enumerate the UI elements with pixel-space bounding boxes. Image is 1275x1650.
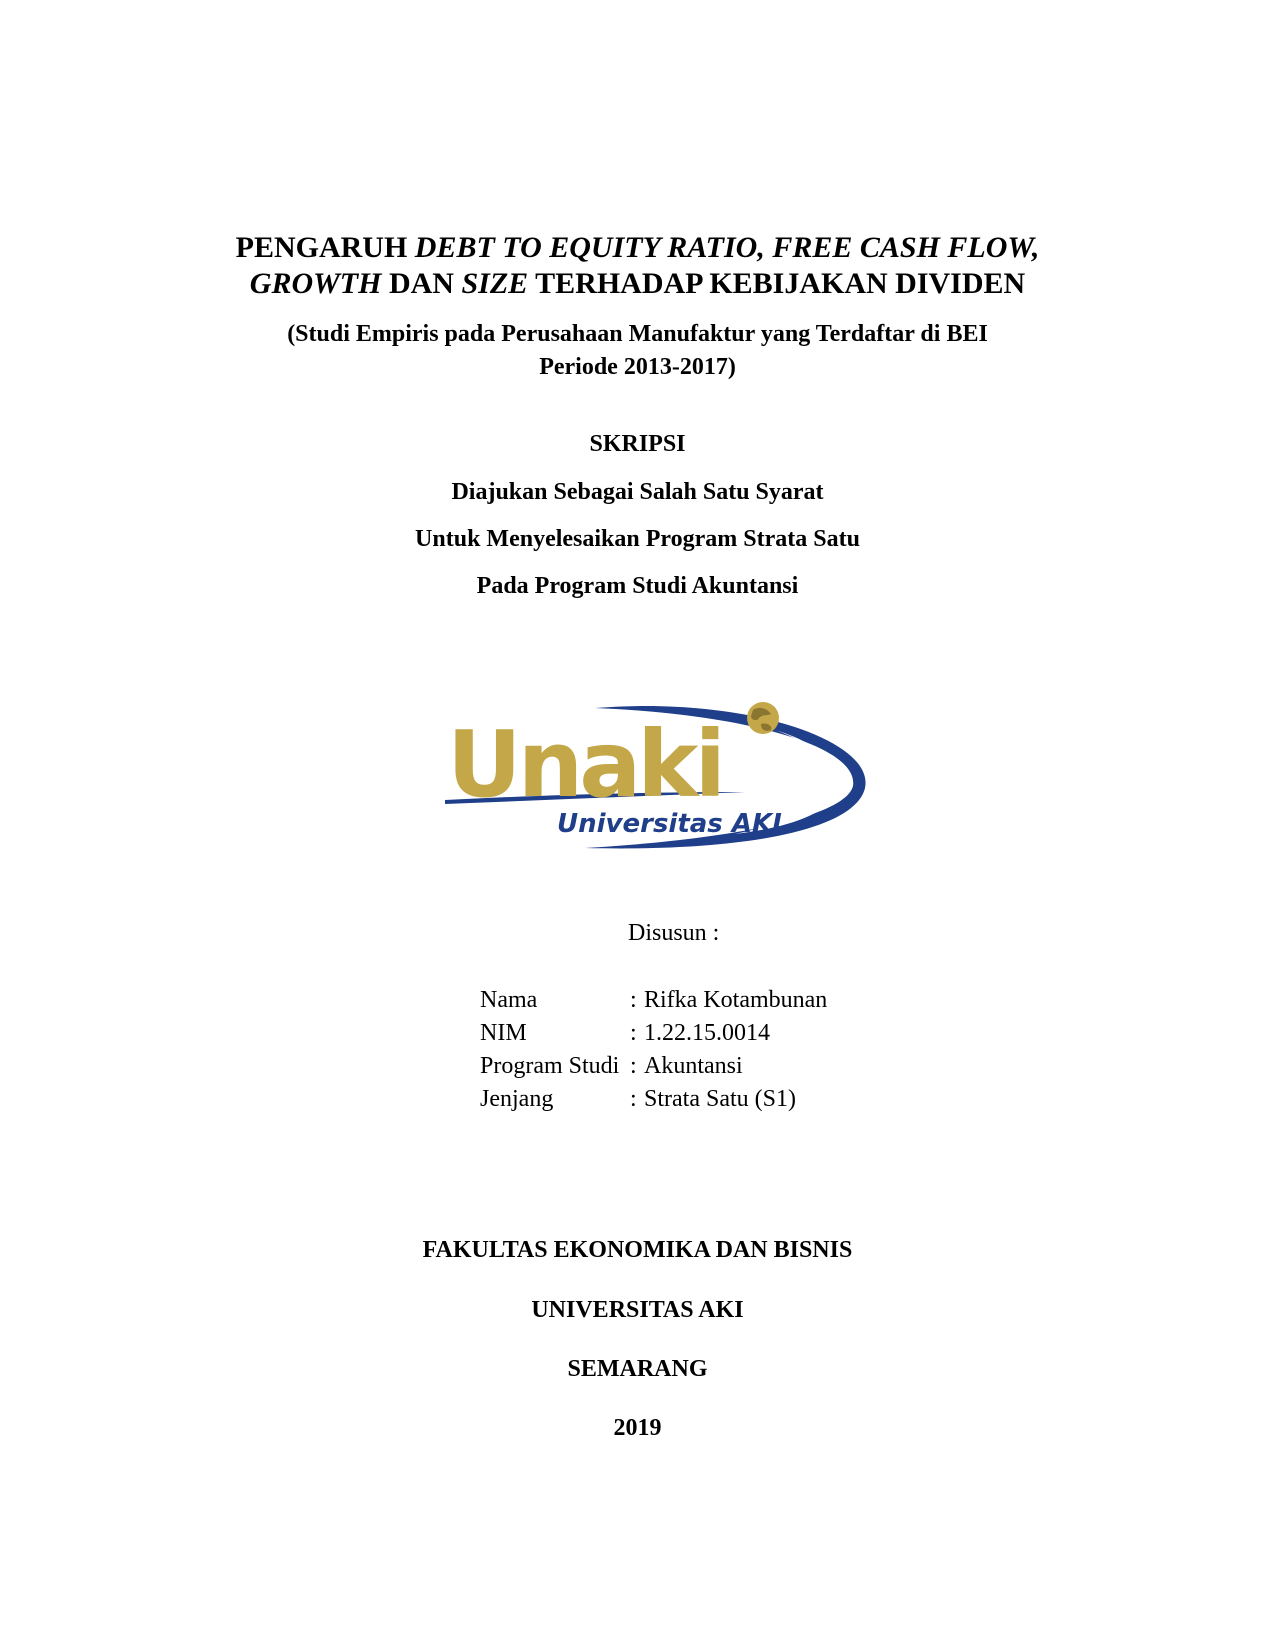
info-separator: : (630, 1020, 637, 1046)
purpose-line-3: Pada Program Studi Akuntansi (476, 573, 799, 599)
title-line-2 (0, 266, 1275, 302)
city-name: SEMARANG (567, 1356, 708, 1382)
info-row-nama (480, 984, 827, 1017)
subtitle-line-1: (Studi Empiris pada Perusahaan Manufaktur yang Terdaftar di BEI (287, 321, 988, 347)
info-separator: : (630, 1086, 637, 1112)
info-row-jenjang (480, 1083, 827, 1116)
thesis-title (0, 230, 1275, 302)
title-line-1 (0, 230, 1275, 266)
info-value: Strata Satu (S1) (644, 1086, 796, 1112)
info-separator: : (630, 987, 637, 1013)
title-italic-size: SIZE (461, 267, 529, 300)
info-label: Jenjang (480, 1086, 554, 1112)
purpose-line-2: Untuk Menyelesaikan Program Strata Satu (415, 526, 860, 552)
info-value: Rifka Kotambunan (644, 987, 828, 1013)
info-value: 1.22.15.0014 (644, 1020, 770, 1046)
info-label: NIM (480, 1020, 527, 1046)
title-text-suffix: TERHADAP KEBIJAKAN DIVIDEN (528, 267, 1026, 300)
thesis-subtitle (0, 318, 1275, 384)
info-row-program-studi (480, 1050, 827, 1083)
info-row-nim (480, 1017, 827, 1050)
year: 2019 (613, 1415, 662, 1441)
info-label: Nama (480, 987, 538, 1013)
prepared-by-label: Disusun : (628, 920, 720, 946)
author-info-table (480, 984, 827, 1116)
logo-wordmark: Unaki (447, 711, 723, 818)
purpose-line-1: Diajukan Sebagai Salah Satu Syarat (451, 479, 824, 505)
document-type: SKRIPSI (589, 431, 686, 457)
info-label: Program Studi (480, 1053, 620, 1079)
title-text-dan: DAN (381, 267, 462, 300)
title-italic-terms: DEBT TO EQUITY RATIO, FREE CASH FLOW, (414, 231, 1040, 264)
subtitle-line-2: Periode 2013-2017) (539, 354, 736, 380)
title-text-prefix: PENGARUH (235, 231, 415, 264)
title-italic-growth: GROWTH (249, 267, 382, 300)
info-separator: : (630, 1053, 637, 1079)
logo-caption: Universitas AKI (557, 809, 782, 839)
university-logo (445, 700, 885, 860)
faculty-name: FAKULTAS EKONOMIKA DAN BISNIS (422, 1237, 853, 1263)
university-name: UNIVERSITAS AKI (531, 1297, 744, 1323)
info-value: Akuntansi (644, 1053, 743, 1079)
